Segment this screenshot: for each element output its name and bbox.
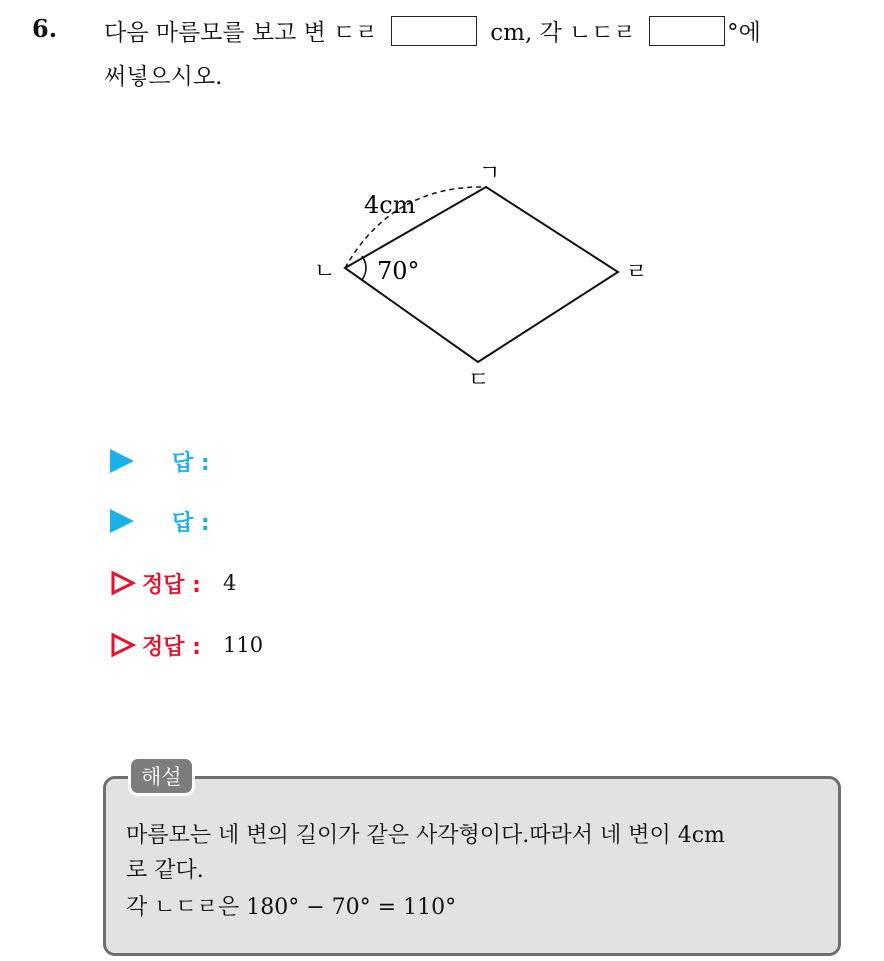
angle-label: 70° <box>377 257 420 285</box>
correct-answer-value: 4 <box>222 571 237 595</box>
answer-label: 답 : <box>172 450 210 476</box>
answer-label: 답 : <box>172 510 210 536</box>
vertex-label-right: ㄹ <box>626 260 648 285</box>
outline-triangle-icon <box>110 570 136 596</box>
correct-answer-row-1 <box>110 568 236 598</box>
angle-arc-mark <box>362 256 366 280</box>
correct-answer-value: 110 <box>222 633 264 657</box>
explanation-box <box>103 776 841 956</box>
correct-answer-row-2 <box>110 630 263 660</box>
answer-row-1 <box>110 446 232 476</box>
play-triangle-icon <box>110 509 134 533</box>
rhombus-figure <box>0 0 884 420</box>
question-text-unit2: °에 <box>727 20 761 46</box>
question-number: 6. <box>32 14 58 43</box>
correct-answer-label: 정답 : <box>142 572 201 598</box>
explanation-line-2: 로 같다. <box>126 858 204 883</box>
explanation-line-1: 마름모는 네 변의 길이가 같은 사각형이다.따라서 네 변이 4cm <box>126 823 725 848</box>
answer-row-2 <box>110 506 232 536</box>
vertex-label-left: ㄴ <box>314 259 336 284</box>
correct-answer-label: 정답 : <box>142 634 201 660</box>
vertex-label-bottom: ㄷ <box>468 368 490 393</box>
question-text-unit1: cm, 각 ㄴㄷㄹ <box>490 20 636 46</box>
question-text-part1: 다음 마름모를 보고 변 ㄷㄹ <box>104 20 378 46</box>
vertex-label-top: ㄱ <box>479 161 501 186</box>
explanation-tab: 해설 <box>128 756 195 796</box>
question-line-2: 써넣으시오. <box>104 64 223 90</box>
side-length-label: 4cm <box>364 191 416 219</box>
outline-triangle-icon <box>110 632 136 658</box>
play-triangle-icon <box>110 449 134 473</box>
explanation-line-3: 각 ㄴㄷㄹ은 180° − 70° = 110° <box>126 895 457 920</box>
